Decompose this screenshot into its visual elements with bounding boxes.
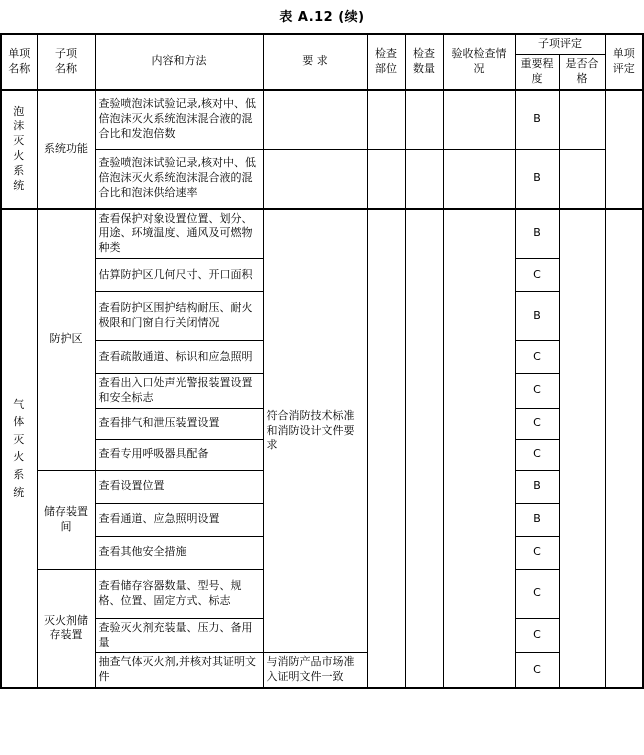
check-location-cell (367, 149, 405, 209)
item-name-foam: 泡 沫 灭 火 系 统 (1, 90, 37, 209)
importance-cell: C (515, 653, 559, 688)
table-row (1, 90, 643, 150)
content-cell: 查看设置位置 (95, 470, 263, 503)
content-cell: 查看其他安全措施 (95, 536, 263, 569)
content-cell: 估算防护区几何尺寸、开口面积 (95, 259, 263, 292)
acceptance-status-cell (443, 90, 515, 150)
content-cell: 查验喷泡沫试验记录,核对中、低倍泡沫灭火系统泡沫混合液的混合比和发泡倍数 (95, 90, 263, 150)
requirement-cell: 与消防产品市场准入证明文件一致 (263, 653, 367, 688)
acceptance-status-cell (443, 149, 515, 209)
header-content-method: 内容和方法 (95, 34, 263, 90)
importance-cell: C (515, 341, 559, 374)
subitem-name-protection-zone: 防护区 (37, 209, 95, 471)
importance-cell: C (515, 408, 559, 439)
content-cell: 查看专用呼吸器具配备 (95, 439, 263, 470)
content-cell: 查验喷泡沫试验记录,核对中、低倍泡沫灭火系统泡沫混合液的混合比和泡沫供给速率 (95, 149, 263, 209)
item-name-gas: 气 体 灭 火 系 统 (1, 209, 37, 689)
content-cell: 查看通道、应急照明设置 (95, 503, 263, 536)
importance-cell: B (515, 209, 559, 259)
check-quantity-cell (405, 209, 443, 689)
header-subitem-evaluation: 子项评定 (515, 34, 605, 54)
check-quantity-cell (405, 90, 443, 150)
qualified-cell (559, 90, 605, 150)
table-header-row-1 (1, 34, 643, 54)
table-caption: 表 A.12 (续) (279, 10, 365, 25)
item-evaluation-cell (605, 209, 643, 689)
table-row (1, 209, 643, 259)
importance-cell: B (515, 503, 559, 536)
subitem-name-agent-storage: 灭火剂储存装置 (37, 569, 95, 688)
importance-cell: B (515, 90, 559, 150)
importance-cell: C (515, 618, 559, 653)
content-cell: 查看防护区围护结构耐压、耐火极限和门窗自行关闭情况 (95, 292, 263, 341)
inspection-table (0, 33, 644, 689)
importance-cell: B (515, 149, 559, 209)
content-cell: 抽查气体灭火剂,并核对其证明文件 (95, 653, 263, 688)
header-check-location: 检查 部位 (367, 34, 405, 90)
check-location-cell (367, 90, 405, 150)
header-check-quantity: 检查 数量 (405, 34, 443, 90)
content-cell: 查验灭火剂充装量、压力、备用量 (95, 618, 263, 653)
content-cell: 查看排气和泄压装置设置 (95, 408, 263, 439)
importance-cell: B (515, 470, 559, 503)
acceptance-status-cell (443, 209, 515, 689)
importance-cell: C (515, 439, 559, 470)
requirement-cell: 符合消防技术标准和消防设计文件要求 (263, 209, 367, 653)
content-cell: 查看疏散通道、标识和应急照明 (95, 341, 263, 374)
subitem-name-foam-function: 系统功能 (37, 90, 95, 209)
importance-cell: B (515, 292, 559, 341)
subitem-name-storage-room: 储存装置间 (37, 470, 95, 569)
header-item-name: 单项 名称 (1, 34, 37, 90)
importance-cell: C (515, 374, 559, 409)
requirement-cell (263, 149, 367, 209)
check-quantity-cell (405, 149, 443, 209)
check-location-cell (367, 209, 405, 689)
header-requirement: 要 求 (263, 34, 367, 90)
content-cell: 查看保护对象设置位置、划分、用途、环境温度、通风及可燃物种类 (95, 209, 263, 259)
qualified-cell (559, 209, 605, 689)
header-qualified: 是否合格 (559, 54, 605, 89)
importance-cell: C (515, 259, 559, 292)
header-subitem-name: 子项 名称 (37, 34, 95, 90)
importance-cell: C (515, 536, 559, 569)
content-cell: 查看出入口处声光警报装置设置和安全标志 (95, 374, 263, 409)
requirement-cell (263, 90, 367, 150)
header-importance: 重要程度 (515, 54, 559, 89)
table-row (1, 149, 643, 209)
qualified-cell (559, 149, 605, 209)
content-cell: 查看储存容器数量、型号、规格、位置、固定方式、标志 (95, 569, 263, 618)
importance-cell: C (515, 569, 559, 618)
header-item-evaluation: 单项 评定 (605, 34, 643, 90)
table-row (1, 653, 643, 688)
item-evaluation-cell (605, 90, 643, 209)
header-acceptance-status: 验收检查情况 (443, 34, 515, 90)
